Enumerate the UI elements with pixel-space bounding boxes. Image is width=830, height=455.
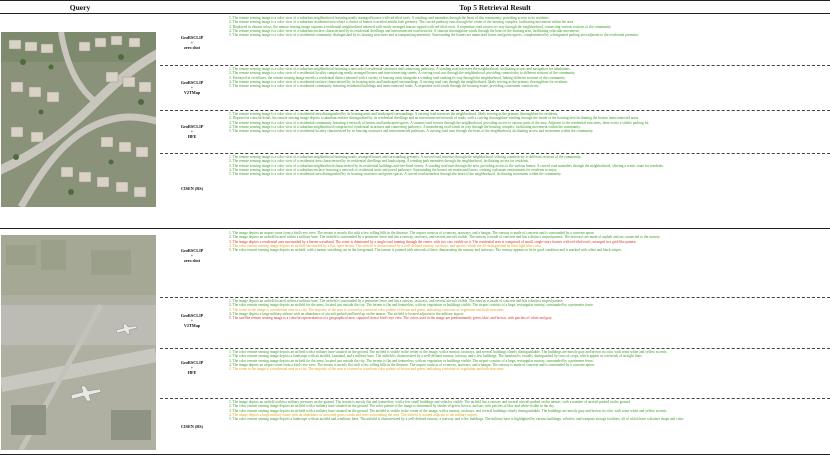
result-line: 3. The remote sensing image is a color view of a suburban neighborhood characterized by its residential buildings and tree-lined streets. A winding road runs through the area, providing access to the various homes. A curved road meanders through the neighborhood, offering a scenic route for residents. [229, 163, 664, 168]
result-line: 5. The satellite remote sensing image is a colorful representation of a geographical area, captured from a bird's-eye view. The colors used in the image are predominantly green, blue, and brown, with patches of white and gray. [229, 316, 553, 320]
query-column-header: Query [0, 0, 160, 14]
block-separator [0, 228, 830, 229]
result-line: 3. The color remote sensing image depicts an airfield with a military base situated on the ground. The airfield is visible in the center of the image, with a runway, taxiways, and several buildings clearly distinguishable. The buildings are mostly gray and brown in color, with some white and yellow accents. [229, 408, 668, 413]
result-line: 3. The image depicts a residential area surrounded by a barren wasteland. The scene is dominated by a single road running through the center, with two cars visible on it. The residential area is comprised of small, single-story houses with red-tiled roofs, arranged in a grid-like pattern. [229, 239, 637, 244]
result-line: 5. The remote sensing image is a color view of a residential locality characterized by its housing structures and interconnected pathways. A curving road runs through the heart of the neighborhood, facilitating access and movement within the community. [229, 129, 594, 133]
result-line: 1. The remote sensing image is a color view of a suburban neighborhood featuring a network of residential structures and connecting pathways. A winding road traverses the neighborhood, facilitating access and navigation for inhabitants. [229, 67, 571, 71]
result-list [229, 350, 827, 398]
result-line: 4. The color remote sensing image depicts an airfield surrounded by a flat, open terrain. The airfield is characterized by a well-defined runway, taxiways, and aprons, which are all distinguished by their light blue color. [229, 243, 542, 248]
result-line: 3. Portrayed in vivid hues, the remote sensing image unveils a residential district adorned with a variety of housing units alongside a winding road snaking its way through the neighborhood, linking different sections of the community. [229, 75, 566, 80]
result-line: 4. The image depicts a large military airbase with an abundance of aircraft parked and lined up on the tarmac. The airfield is located adjacent to the military airport. [229, 311, 465, 316]
method-label: CISEN (RS) [181, 186, 203, 191]
result-line: 2. Depicted in colorful detail, the remote sensing image depicts a suburban enclave distinguished by its residential dwellings and an interconnected network of roads, with a curving thoroughfare winding through the inside of the housing area facilitating the houses interconnected areas. [229, 116, 640, 121]
group-separator [160, 110, 830, 111]
result-line: 1. The color remote sensing image depicts an airfield with a military base situated on the ground. The airfield is visible in the center of the image, with a runway, taxiways, and several buildings clearly distinguishable. The buildings are mostly gray and brown in color, with some white and yellow accents. [229, 350, 668, 354]
result-line: 1. The image depicts an airfield located within a military base. The airfield is surrounded by a perimeter fence and has a runway, taxiways, and several aircraft visible. The runway is made of concrete and has a distinct striped pattern. [229, 299, 564, 303]
result-line: 1. The remote sensing image is a color view of a suburban neighborhood featuring neatly arranged houses with red-tiled roofs. A winding road meanders through the heart of this community, providing access to its residents. [229, 16, 550, 20]
result-line: 2. The remote sensing image is a color view of a suburban residential area where a cluster of homes is nestled amidst lush greenery. The curved pathway runs through the center of the housing complex, facilitating movement within the area. [229, 20, 574, 25]
group-separator [160, 65, 830, 66]
method-label: GeoRSCLIP + HFE [180, 124, 204, 139]
result-line: 5. The remote sensing image is a color view of a residential community featuring residential buildings and interconnected roads. A serpentine road winds through the housing estate, providing convenient connectivity. [229, 84, 540, 88]
result-list [229, 67, 827, 110]
result-line: 4. The remote sensing image is a color view of a suburban neighborhood comprised of residential structures and connecting pathways. A meandering road winds its way through the housing complex, facilitating movement within the community. [229, 124, 581, 129]
result-line: 3. Displayed in vibrant colors, the remote sensing image captures a residential neighborhood adorned with neatly arranged houses topped with red-tiled roofs. A serpentine road weaves its way through the neighborhood, connecting various sections of the community. [229, 24, 612, 29]
result-line: 3. The remote sensing image is a color view of a residential community featuring a network of houses and landscaped spaces. A sinuous road weaves through the neighborhood, providing access to various parts of the area. Adjacent to the residential structures, there exists a visible parking lot. [229, 120, 650, 125]
result-list [229, 299, 827, 348]
result-list [229, 400, 827, 453]
result-line: 4. The image depicts a large military estate with an abundance of uncoated grass combs and trees surrounding the area. The airfield is located adjacent to the military airport. [229, 412, 478, 417]
result-list [229, 16, 827, 65]
group-separator [160, 297, 830, 298]
result-line: 5. The scene in the image is a residential area in a city. The majority of the area is covered in a uniform color palette of brown and green, indicating a mixture of vegetation and built structures. [229, 367, 505, 371]
result-list [229, 112, 827, 153]
result-line: 5. The remote sensing image is a color view of a residential community distinguished by its housing structures and accompanying amenities. Surrounding the homes are manicured lawns and green spaces, complemented by a designated parking area adjacent to the residential premises. [229, 33, 639, 37]
method-label: GeoRSCLIP + zero shot [180, 35, 204, 50]
result-line: 4. The remote sensing image is a color view of a suburban enclave characterized by its residential dwellings and interconnected road network. A sinuous thoroughfare winds through the heart of the housing area, facilitating vehicular movement. [229, 28, 580, 33]
result-line: 4. The remote sensing image is a color view of a suburban enclave featuring a network of residential units and paved pathways. Surrounding the houses are manicured lawns, creating a pleasant environment for residents to enjoy. [229, 167, 558, 172]
suburban-aerial-image [1, 32, 156, 207]
result-line: 5. The color remote sensing image depicts a landscape with an airfield and a military base. The airfield is characterized by a well-defined runway, a taxiway, and a few buildings. The military base is highlighted by various buildings, vehicles, and weapons storage facilities, all of which have a distinct shape and color. [229, 417, 685, 421]
result-line: 2. The color remote sensing image depicts a landscape with an airfield, farmland, and a military base. The airfield is characterized by a well-defined runway, taxiway, and a few buildings. The farmland is visually distinguished by rows of crops, which appear as a network of straight lines. [229, 354, 643, 359]
method-label: GeoRSCLIP + HFE [180, 360, 204, 375]
method-label: GeoRSCLIP + V2TMap [180, 313, 204, 328]
result-line: 5. The remote sensing image is a color view of a residential area distinguished by its housing structures and green spaces. A curved road meanders through the heart of the neighborhood, facilitating movement within the community. [229, 172, 562, 176]
result-line: 3. The scene in the image is a residential area in a city. The majority of the area is covered in a uniform color palette of brown and green, indicating a mixture of vegetation and built structures. [229, 307, 505, 312]
result-line: 2. The image depicts an airfield located within a military base. The airfield is surrounded by a perimeter fence and has a runway, taxiways, and several aircraft visible. The runway is made of concrete and has a distinct striped pattern. The taxiways are made of asphalt and are connected to the runway. [229, 235, 661, 240]
result-line: 1. The image depicts an airport scene from a bird's-eye view. The terrain is mostly flat with a few rolling hills in the distance. The airport consists of a runway, taxiways, and a hangar. The runway is made of concrete and is surrounded by a concrete apron. [229, 231, 595, 235]
group-separator [160, 398, 830, 399]
result-line: 1. The image depicts an airfield within a military premises on the ground. The terrain is mostly flat and featureless, with a few small buildings and vehicles visible. The airfield has a runway and several aircraft parked on the tarmac, with a number of aircraft parked on the ground. [229, 400, 631, 404]
query-image-suburban [1, 32, 156, 207]
result-list [229, 231, 827, 297]
result-line: 2. The remote sensing image is a color view of a residential locality comprising neatly arranged houses and interconnecting streets. A curving road cuts through the neighborhood, providing connectivity to different sections of the community. [229, 71, 576, 76]
result-line: 3. The color remote sensing image depicts an airfield for the army, located just outside the city. The terrain is flat and featureless, with no vegetation or buildings visible. The airport consists of a large, rectangular runway, surrounded by a perimeter fence. [229, 358, 594, 363]
group-separator [160, 153, 830, 154]
query-image-airfield [1, 235, 156, 450]
method-label: GeoRSCLIP + zero shot [180, 248, 204, 263]
method-label: CISEN (RS) [181, 424, 203, 429]
result-line: 5. The color remote sensing image depicts an airfield, with a tarmac stretching out in the foreground. The tarmac is painted with network of lines, demarcating the runway and taxiways. The runway appears to be in good condition and is marked with white and black stripes. [229, 248, 622, 252]
top5-column-header: Top 5 Retrieval Result [160, 0, 830, 14]
result-line: 4. The image depicts an airport scene from a bird's-eye view. The terrain is mostly flat with a few rolling hills in the distance. The airport consists of a runway, taxiways, and a hangar. The runway is made of concrete and is surrounded by a concrete apron. [229, 362, 595, 367]
airfield-aerial-image [1, 235, 156, 450]
result-line: 2. The remote sensing image is a color view of a residential area characterized by its residential dwellings and landscaping. A winding path meanders through the neighborhood, facilitating access for residents. [229, 159, 529, 164]
result-line: 1. The remote sensing image is a color view of a suburban neighborhood featuring neatly arranged houses and surrounding greenery. A curved road traverses through the neighborhood, offering connectivity to different sections of the community. [229, 155, 582, 159]
result-list [229, 155, 827, 227]
result-line: 1. The remote sensing image is a color view of a residential area distinguished by its housing units and landscaped surroundings. A curving road traverses the neighborhood, likely serving as the primary thoroughfare for residents. [229, 112, 559, 116]
result-line: 4. The remote sensing image is a color view of a residential enclave characterized by its housing units and landscaped surroundings. A curving road cuts through the neighborhood, likely serving as the primary thoroughfare for residents. [229, 79, 569, 84]
result-line: 2. The color remote sensing image depicts an airfield with a military base situated on the ground. The color palette of the image is dominated by shades of green, brown, and tan, with patches of blue and white visible in the sky. [229, 404, 555, 409]
method-label: GeoRSCLIP + V2TMap [180, 80, 204, 95]
result-line: 2. The color remote sensing image depicts an airfield for the army, located just outside the city. The terrain is flat and featureless, with no vegetation or buildings visible. The airport consists of a large, rectangular runway, surrounded by a perimeter fence. [229, 303, 594, 308]
group-separator [160, 348, 830, 349]
